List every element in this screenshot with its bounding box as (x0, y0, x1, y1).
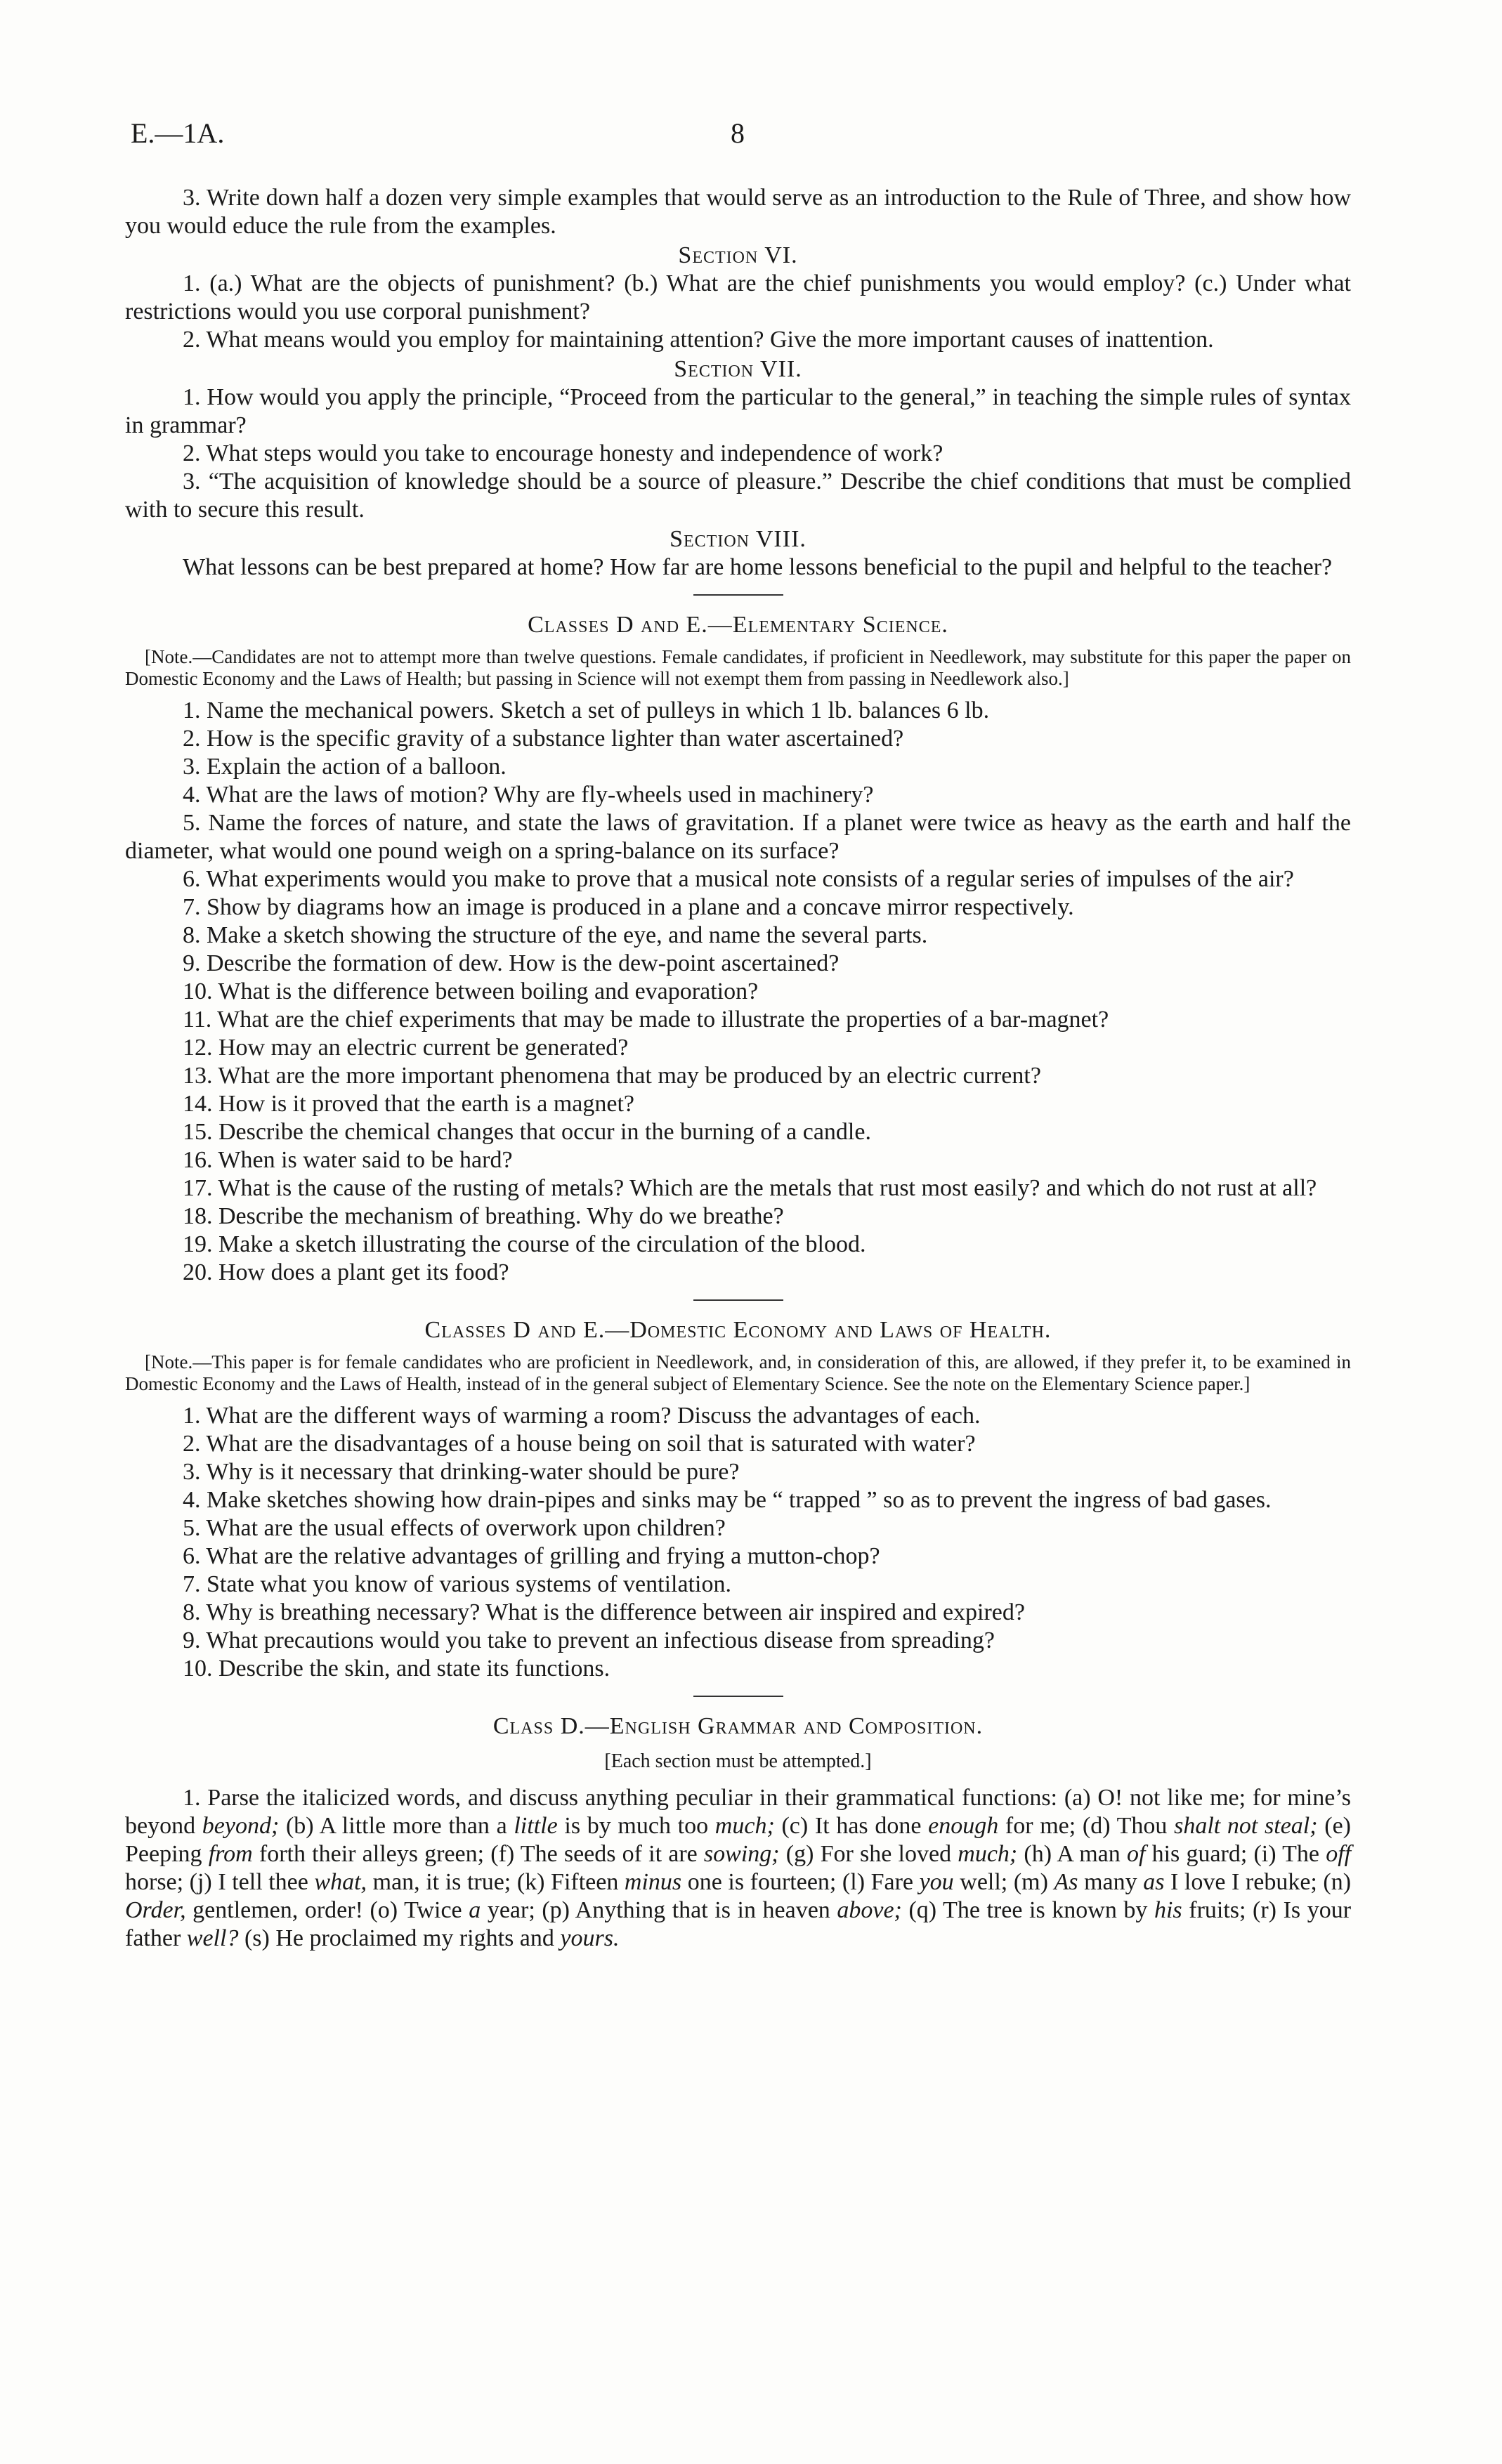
domestic-question: 10. Describe the skin, and state its functions. (183, 1656, 610, 1682)
domestic-question: 4. Make sketches showing how drain-pipes and sinks may be “ trapped ” so as to prevent the ingress of bad gases. (183, 1487, 1272, 1513)
text-run: (q) The tree is known by (908, 1897, 1148, 1923)
italic-word: as (1143, 1869, 1165, 1895)
grammar-subnote: [Each section must be attempted.] (604, 1750, 872, 1772)
science-question: 19. Make a sketch illustrating the course of the circulation of the blood. (183, 1231, 866, 1257)
section-vii-question: 1. How would you apply the principle, “Proceed from the particular to the general,” in teaching the simple rules of syntax in grammar? (125, 384, 1351, 438)
science-question: 14. How is it proved that the earth is a magnet? (183, 1091, 634, 1117)
section-heading-vii: Section VII. (674, 356, 802, 382)
section-vi-question: 2. What means would you employ for maintaining attention? Give the more important causes of inattention. (183, 327, 1214, 353)
grammar-q1-intro: 1. Parse the italicized words, and discuss anything peculiar in their grammatical functions: (183, 1785, 1057, 1811)
text-run: his guard; (i) The (1151, 1841, 1319, 1867)
section-heading-vi: Section VI. (678, 242, 798, 268)
text-run: (e) Peeping (125, 1813, 1352, 1867)
text-run: well; (m) (960, 1869, 1048, 1895)
document-code: E.—1A. (131, 117, 225, 149)
domestic-question: 6. What are the relative advantages of grilling and frying a mutton-chop? (183, 1543, 880, 1569)
domestic-question: 7. State what you know of various systems of ventilation. (183, 1571, 731, 1597)
science-title: Classes D and E.—Elementary Science. (528, 612, 948, 638)
domestic-question: 2. What are the disadvantages of a house being on soil that is saturated with water? (183, 1431, 976, 1457)
italic-word: yours. (560, 1925, 620, 1951)
italic-word: well? (186, 1925, 239, 1951)
grammar-title: Class D.—English Grammar and Composition. (492, 1713, 984, 1739)
text-run: (c) It has done (781, 1813, 922, 1839)
science-question: 13. What are the more important phenomena that may be produced by an electric current? (183, 1063, 1041, 1089)
italic-word: what, (314, 1869, 367, 1895)
section-heading-viii: Section VIII. (670, 526, 806, 552)
science-question: 11. What are the chief experiments that may be made to illustrate the properties of a bar-magnet? (183, 1007, 1109, 1033)
science-question: 4. What are the laws of motion? Why are fly-wheels used in machinery? (183, 782, 874, 808)
text-run: man, it is true; (k) Fifteen (372, 1869, 619, 1895)
science-question: 20. How does a plant get its food? (183, 1259, 509, 1285)
italic-word: minus (624, 1869, 682, 1895)
italic-word: shalt not steal; (1174, 1813, 1318, 1839)
divider-rule (693, 1299, 783, 1301)
italic-word: you (919, 1869, 954, 1895)
science-question: 6. What experiments would you make to prove that a musical note consists of a regular series of impulses of the air? (183, 866, 1294, 892)
science-question: 9. Describe the formation of dew. How is the dew-point ascertained? (183, 950, 840, 976)
text-run: (a) O! not like me; for mine’s beyond (125, 1785, 1351, 1839)
science-note: [Note.—Candidates are not to attempt more than twelve questions. Female candidates, if proficient in Needlework, may substitute for this paper the paper on Domestic Economy and the Laws of Health; but passing in Science will not exempt them from passing in Needlework also.] (125, 646, 1351, 689)
italic-word: off (1326, 1841, 1352, 1867)
science-question: 12. How may an electric current be generated? (183, 1035, 629, 1061)
grammar-question-1 (125, 1784, 1351, 1953)
text-run: for me; (d) Thou (1005, 1813, 1168, 1839)
science-question: 8. Make a sketch showing the structure of the eye, and name the several parts. (183, 922, 928, 948)
text-run: year; (p) Anything that is in heaven (487, 1897, 830, 1923)
text-run: (h) A man (1024, 1841, 1121, 1867)
science-question: 7. Show by diagrams how an image is produced in a plane and a concave mirror respectively. (183, 894, 1074, 920)
italic-word: sowing; (703, 1841, 780, 1867)
text-run: gentlemen, order! (o) Twice (192, 1897, 462, 1923)
italic-word: much; (958, 1841, 1018, 1867)
science-question: 17. What is the cause of the rusting of metals? Which are the metals that rust most easily? and which do not rust at all? (183, 1175, 1317, 1201)
section-viii-question: What lessons can be best prepared at home? How far are home lessons beneficial to the pupil and helpful to the teacher? (183, 554, 1333, 580)
intro-question: 3. Write down half a dozen very simple examples that would serve as an introduction to the Rule of Three, and show how you would educe the rule from the examples. (125, 185, 1351, 239)
text-run: is by much too (564, 1813, 709, 1839)
text-run: horse; (j) I tell thee (125, 1869, 308, 1895)
italic-word: of (1126, 1841, 1146, 1867)
italic-word: above; (837, 1897, 902, 1923)
italic-word: Order, (125, 1897, 186, 1923)
domestic-question: 3. Why is it necessary that drinking-water should be pure? (183, 1459, 740, 1485)
domestic-question: 5. What are the usual effects of overwork upon children? (183, 1515, 726, 1541)
italic-word: much; (714, 1813, 775, 1839)
italic-word: As (1054, 1869, 1078, 1895)
italic-word: a (469, 1897, 481, 1923)
science-question: 16. When is water said to be hard? (183, 1147, 513, 1173)
text-run: many (1084, 1869, 1137, 1895)
italic-word: little (514, 1813, 558, 1839)
science-question: 15. Describe the chemical changes that occur in the burning of a candle. (183, 1119, 871, 1145)
text-run: (b) A little more than a (285, 1813, 507, 1839)
domestic-question: 8. Why is breathing necessary? What is the difference between air inspired and expired? (183, 1599, 1025, 1625)
italic-word: enough (928, 1813, 999, 1839)
text-run: (g) For she loved (785, 1841, 952, 1867)
italic-word: his (1154, 1897, 1182, 1923)
text-run: forth their alleys green; (f) The seeds of it are (259, 1841, 698, 1867)
science-question: 5. Name the forces of nature, and state the laws of gravitation. If a planet were twice as heavy as the earth and half the diameter, what would one pound weigh on a spring-balance on its surface? (125, 810, 1351, 864)
science-question: 3. Explain the action of a balloon. (183, 754, 507, 780)
science-question: 10. What is the difference between boiling and evaporation? (183, 978, 759, 1004)
text-run: one is fourteen; (l) Fare (687, 1869, 914, 1895)
science-question: 2. How is the specific gravity of a substance lighter than water ascertained? (183, 726, 904, 752)
italic-word: from (208, 1841, 253, 1867)
domestic-question: 9. What precautions would you take to prevent an infectious disease from spreading? (183, 1627, 995, 1653)
domestic-note: [Note.—This paper is for female candidates who are proficient in Needlework, and, in consideration of this, are allowed, if they prefer it, to be examined in Domestic Economy and the Laws of Health, instead of in the general subject of Elementary Science. See the note on the Elementary Science paper.] (125, 1351, 1351, 1394)
italic-word: beyond; (202, 1813, 280, 1839)
divider-rule (693, 594, 783, 596)
text-run: I love I rebuke; (n) (1170, 1869, 1352, 1895)
section-vii-question: 2. What steps would you take to encourage honesty and independence of work? (183, 440, 943, 466)
text-run: (s) He proclaimed my rights and (244, 1925, 554, 1951)
text-run: fruits; (r) Is your father (125, 1897, 1352, 1951)
science-question: 18. Describe the mechanism of breathing. Why do we breathe? (183, 1203, 784, 1229)
section-vii-question: 3. “The acquisition of knowledge should be a source of pleasure.” Describe the chief conditions that must be complied with to secure this result. (125, 468, 1351, 523)
domestic-title: Classes D and E.—Domestic Economy and Laws of Health. (424, 1317, 1052, 1343)
page-content (125, 184, 1351, 1953)
page-number: 8 (731, 117, 745, 149)
science-question: 1. Name the mechanical powers. Sketch a set of pulleys in which 1 lb. balances 6 lb. (183, 697, 990, 723)
divider-rule (693, 1696, 783, 1697)
section-vi-question: 1. (a.) What are the objects of punishment? (b.) What are the chief punishments you would employ? (c.) Under what restrictions would you use corporal punishment? (125, 270, 1351, 325)
domestic-question: 1. What are the different ways of warming a room? Discuss the advantages of each. (183, 1403, 981, 1429)
